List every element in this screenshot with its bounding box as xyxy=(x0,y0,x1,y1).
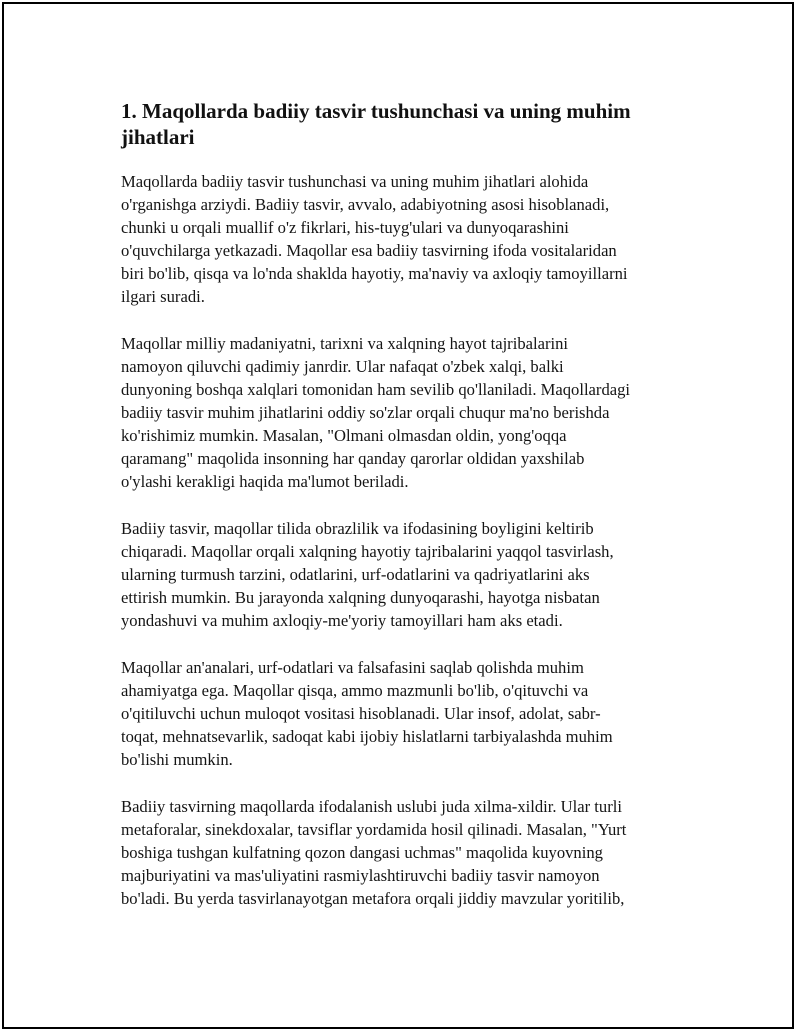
text-line: o'rganishga arziydi. Badiiy tasvir, avvalo, adabiyotning asosi hisoblanadi, xyxy=(121,195,610,214)
text-line: o'ylashi kerakligi haqida ma'lumot beriladi. xyxy=(121,472,409,491)
text-line: o'qitiluvchi uchun muloqot vositasi hisoblanadi. Ular insof, adolat, sabr- xyxy=(121,704,601,723)
text-line: Badiiy tasvirning maqollarda ifodalanish uslubi juda xilma-xildir. Ular turli xyxy=(121,797,622,816)
text-line: ularning turmush tarzini, odatlarini, urf-odatlarini va qadriyatlarini aks xyxy=(121,565,590,584)
paragraph-4 xyxy=(121,656,687,771)
text-line: Maqollar an'analari, urf-odatlari va falsafasini saqlab qolishda muhim xyxy=(121,658,584,677)
text-line: ahamiyatga ega. Maqollar qisqa, ammo mazmunli bo'lib, o'qituvchi va xyxy=(121,681,589,700)
text-line: o'quvchilarga yetkazadi. Maqollar esa badiiy tasvirning ifoda vositalaridan xyxy=(121,241,617,260)
paragraph-1 xyxy=(121,170,687,308)
paragraph-5 xyxy=(121,795,687,910)
text-line: yondashuvi va muhim axloqiy-me'yoriy tamoyillari ham aks etadi. xyxy=(121,611,563,630)
text-line: namoyon qiluvchi qadimiy janrdir. Ular nafaqat o'zbek xalqi, balki xyxy=(121,357,564,376)
text-line: metaforalar, sinekdoxalar, tavsiflar yordamida hosil qilinadi. Masalan, "Yurt xyxy=(121,820,627,839)
text-line: badiiy tasvir muhim jihatlarini oddiy so'zlar orqali chuqur ma'no berishda xyxy=(121,403,610,422)
heading-line: jihatlari xyxy=(121,125,195,149)
text-line: ko'rishimiz mumkin. Masalan, "Olmani olmasdan oldin, yong'oqqa xyxy=(121,426,567,445)
text-line: Badiiy tasvir, maqollar tilida obrazlilik va ifodasining boyligini keltirib xyxy=(121,519,594,538)
text-line: ilgari suradi. xyxy=(121,287,205,306)
paragraph-3 xyxy=(121,517,687,632)
text-line: chiqaradi. Maqollar orqali xalqning hayotiy tajribalarini yaqqol tasvirlash, xyxy=(121,542,614,561)
text-line: bo'lishi mumkin. xyxy=(121,750,233,769)
text-line: Maqollar milliy madaniyatni, tarixni va xalqning hayot tajribalarini xyxy=(121,334,568,353)
section-heading xyxy=(121,98,687,150)
text-line: boshiga tushgan kulfatning qozon dangasi uchmas" maqolida kuyovning xyxy=(121,843,603,862)
text-line: dunyoning boshqa xalqlari tomonidan ham sevilib qo'llaniladi. Maqollardagi xyxy=(121,380,631,399)
text-line: ettirish mumkin. Bu jarayonda xalqning dunyoqarashi, hayotga nisbatan xyxy=(121,588,600,607)
document-body xyxy=(121,98,687,934)
heading-line: 1. Maqollarda badiiy tasvir tushunchasi va uning muhim xyxy=(121,99,631,123)
text-line: biri bo'lib, qisqa va lo'nda shaklda hayotiy, ma'naviy va axloqiy tamoyillarni xyxy=(121,264,628,283)
text-line: Maqollarda badiiy tasvir tushunchasi va uning muhim jihatlari alohida xyxy=(121,172,589,191)
text-line: majburiyatini va mas'uliyatini rasmiylashtiruvchi badiiy tasvir namoyon xyxy=(121,866,600,885)
text-line: qaramang" maqolida insonning har qanday qarorlar oldidan yaxshilab xyxy=(121,449,585,468)
text-line: bo'ladi. Bu yerda tasvirlanayotgan metafora orqali jiddiy mavzular yoritilib, xyxy=(121,889,625,908)
text-line: toqat, mehnatsevarlik, sadoqat kabi ijobiy hislatlarni tarbiyalashda muhim xyxy=(121,727,613,746)
paragraph-2 xyxy=(121,332,687,493)
page-frame xyxy=(2,2,794,1029)
text-line: chunki u orqali muallif o'z fikrlari, his-tuyg'ulari va dunyoqarashini xyxy=(121,218,569,237)
